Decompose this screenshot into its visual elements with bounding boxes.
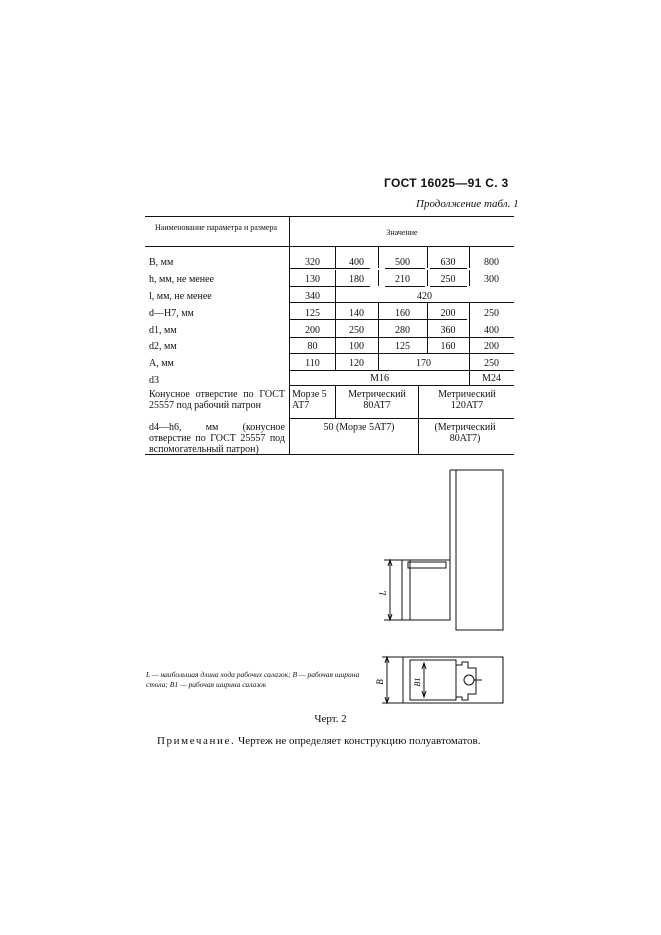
table-cell: 280: [395, 325, 410, 336]
table-cell: 300: [484, 274, 499, 285]
table-cell: 360: [440, 325, 456, 336]
row-label-a: A, мм: [149, 358, 174, 369]
slide-body: [402, 560, 450, 620]
row-label-d1: d1, мм: [149, 325, 177, 336]
table-cell: 140: [349, 308, 364, 319]
table-cell: 160: [440, 341, 456, 352]
row-label-d: d—H7, мм: [149, 308, 194, 319]
table-cell: 200: [440, 308, 456, 319]
table-cell: 120: [349, 358, 364, 369]
dimension-label-b: B: [375, 679, 385, 685]
row-label-cone: Конусное отверстие по ГОСТ 25557 под рабочий патрон: [149, 389, 285, 411]
column-header-value: Значение: [386, 228, 418, 237]
technical-drawing: [370, 460, 520, 715]
table-cell: Морзе 5 AT7: [292, 389, 327, 411]
dimension-label-l: L: [378, 590, 388, 596]
note-label: Примечание.: [157, 735, 236, 747]
table-continuation-label: Продолжение табл. 1: [416, 198, 519, 210]
row-label-d2: d2, мм: [149, 341, 177, 352]
dimension-label-b1: B1: [413, 677, 422, 687]
table-cell: 200: [484, 341, 499, 352]
table-cell: 340: [305, 291, 320, 302]
column-body: [456, 470, 503, 630]
table-cell: 400: [484, 325, 499, 336]
row-label-l: l, мм, не менее: [149, 291, 212, 302]
table-cell: (Метрический 80AT7): [434, 422, 496, 444]
table-cell: 400: [349, 257, 364, 268]
table-cell: Метрический 120AT7: [438, 389, 496, 411]
table-cell: 125: [395, 341, 410, 352]
table-cell: 130: [305, 274, 320, 285]
table-cell: 630: [440, 257, 456, 268]
table-cell: 500: [395, 257, 410, 268]
page-header: ГОСТ 16025—91 С. 3: [384, 176, 509, 190]
table-cell: 180: [349, 274, 364, 285]
figure-caption: Черт. 2: [314, 713, 347, 725]
table-cell: 80: [307, 341, 318, 352]
table-cell: 250: [484, 358, 499, 369]
table-cell: Метрический 80AT7: [348, 389, 406, 411]
table-cell: 250: [440, 274, 456, 285]
row-label-d3: d3: [149, 375, 159, 386]
table-cell: 210: [395, 274, 410, 285]
column-header-parameter: Наименование параметра и размера: [154, 223, 278, 232]
table-cell: 50 (Морзе 5AT7): [323, 422, 395, 433]
note-text: Чертеж не определяет конструкцию полуавтоматов.: [238, 735, 481, 747]
table-cell: 420: [417, 291, 432, 302]
table-cell: 800: [484, 257, 499, 268]
table-cell: M16: [370, 373, 389, 384]
table-cell: 250: [349, 325, 364, 336]
table-cell: 250: [484, 308, 499, 319]
table-cell: 125: [305, 308, 320, 319]
table-cell: 160: [395, 308, 410, 319]
table-cell: 100: [349, 341, 364, 352]
table-cell: M24: [482, 373, 501, 384]
note: [157, 735, 480, 747]
row-label-b: B, мм: [149, 257, 174, 268]
figure-legend: L — наибольшая длина хода рабочих салазок; B — рабочая ширина стола; B1 — рабочая ширина салазок: [146, 670, 360, 689]
table-cell: 110: [305, 358, 320, 369]
table-cell: 200: [305, 325, 320, 336]
row-label-d4: d4—h6, мм (конусное отверстие по ГОСТ 25557 под вспомогательный патрон): [149, 422, 285, 455]
table-cell: 320: [305, 257, 320, 268]
table-cell: 170: [416, 358, 431, 369]
row-label-h: h, мм, не менее: [149, 274, 214, 285]
